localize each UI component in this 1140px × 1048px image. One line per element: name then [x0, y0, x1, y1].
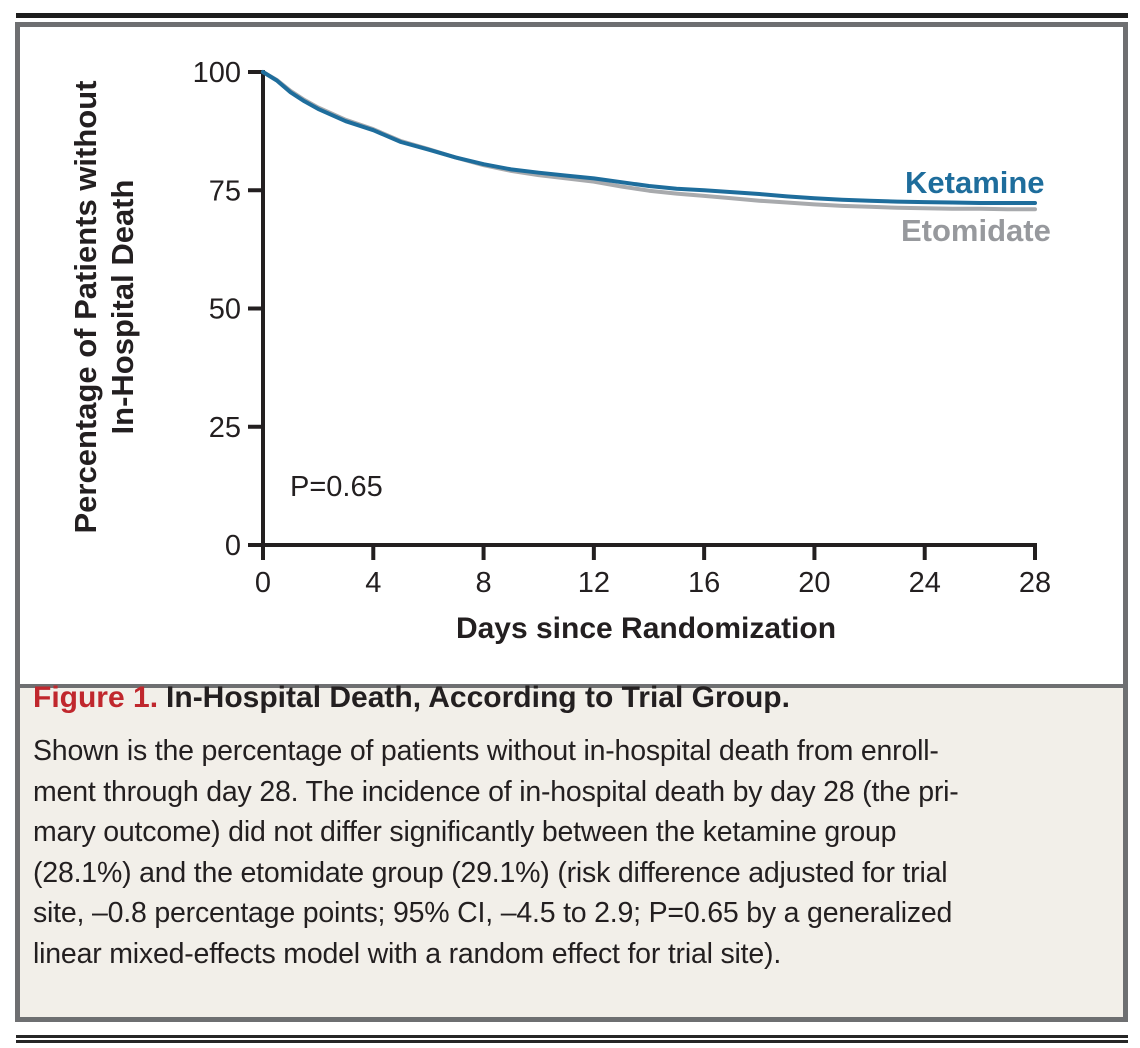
caption-body-line: site, –0.8 percentage points; 95% CI, –4.5 to 2.9; P=0.65 by a generalized — [33, 897, 953, 929]
x-tick-label: 12 — [577, 567, 610, 599]
y-axis-title-line2: In-Hospital Death — [105, 179, 140, 435]
x-tick-label: 28 — [1018, 567, 1052, 599]
y-tick-label: 100 — [192, 57, 241, 89]
x-tick-label: 24 — [908, 567, 941, 599]
y-tick-label: 50 — [208, 293, 241, 326]
top-rule — [16, 13, 1128, 18]
x-axis-title: Days since Randomization — [455, 612, 837, 645]
y-tick-label: 75 — [208, 175, 241, 208]
figure-title: In-Hospital Death, According to Trial Group. — [166, 681, 790, 714]
y-tick-label: 25 — [208, 411, 241, 444]
series-label-ketamine: Ketamine — [905, 165, 1045, 200]
x-tick-label: 8 — [475, 567, 492, 599]
y-axis-title — [67, 80, 141, 533]
y-axis-title-line1: Percentage of Patients without — [68, 80, 103, 534]
figure-label: Figure 1. — [33, 681, 159, 714]
bottom-rule — [16, 1035, 1128, 1043]
caption-body-line: (28.1%) and the etomidate group (29.1%) (risk difference adjusted for trial — [33, 856, 948, 889]
p-value-annotation: P=0.65 — [290, 471, 383, 503]
y-tick-label: 0 — [224, 530, 241, 562]
x-tick-label: 4 — [365, 567, 382, 599]
caption-body — [33, 731, 1093, 974]
x-tick-label: 20 — [798, 567, 831, 599]
caption-title — [33, 681, 790, 715]
caption-body-line: Shown is the percentage of patients without in-hospital death from enroll- — [33, 735, 939, 767]
series-label-etomidate: Etomidate — [901, 213, 1051, 248]
caption-body-line: linear mixed-effects model with a random effect for trial site). — [33, 937, 782, 970]
caption-body-line: ment through day 28. The incidence of in-hospital death by day 28 (the pri- — [33, 775, 959, 808]
x-tick-label: 0 — [254, 567, 272, 599]
x-tick-label: 16 — [688, 567, 721, 599]
caption-body-line: mary outcome) did not differ significantly between the ketamine group — [33, 816, 897, 848]
chart-panel — [20, 27, 1123, 684]
